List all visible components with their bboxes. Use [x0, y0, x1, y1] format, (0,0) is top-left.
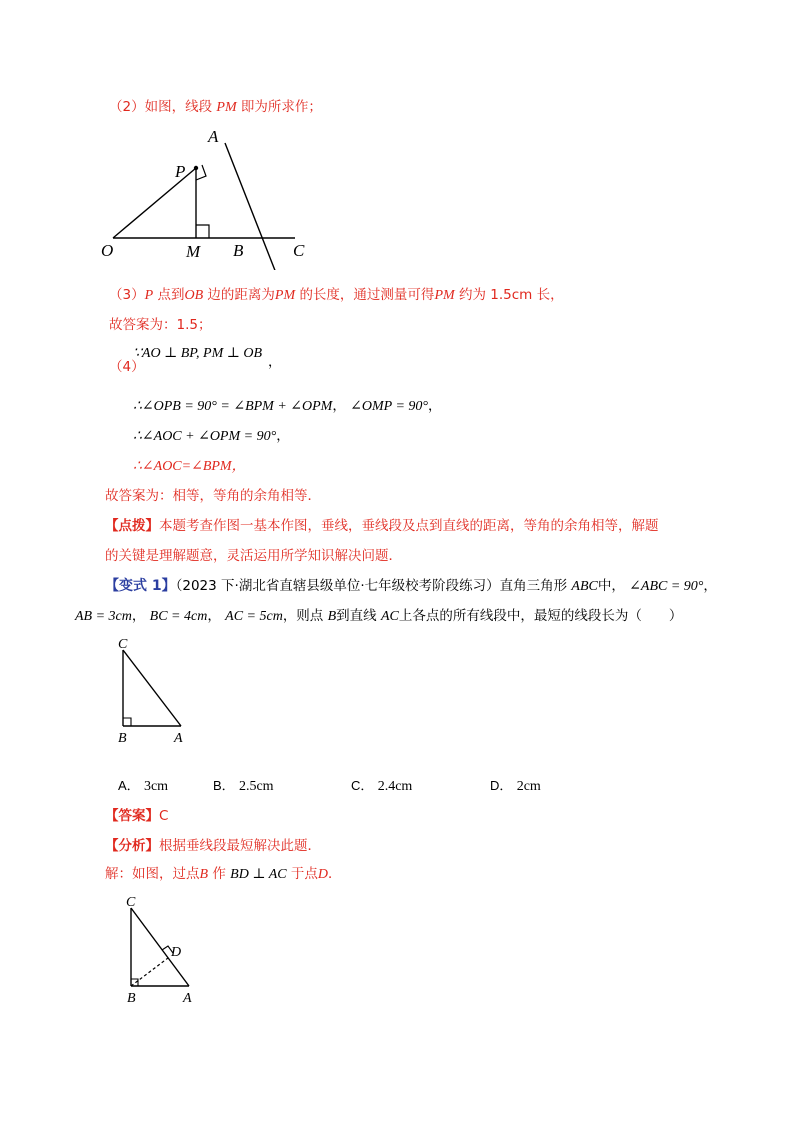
- angle-abc: ∠ABC = 90°: [629, 579, 704, 594]
- analysis-line: [105, 836, 321, 856]
- option-value: 3cm: [143, 779, 169, 794]
- variant-text: 上各点的所有线段中，最短的线段长为（ ）: [398, 608, 683, 624]
- answer-3: 故答案为：1.5；: [109, 317, 212, 333]
- fig1-label-a: A: [208, 127, 219, 146]
- answer-4: 故答案为：相等，等角的余角相等．: [105, 488, 321, 504]
- analysis-text: 根据垂线段最短解决此题．: [159, 838, 321, 854]
- statement-aoc-opm: ∴∠AOC + ∠OPM = 90°: [133, 429, 277, 444]
- separator: ，: [276, 428, 290, 444]
- figure-2: [110, 633, 220, 748]
- point-d: D: [317, 867, 329, 882]
- separator: ，: [207, 608, 221, 624]
- option-c[interactable]: [351, 776, 412, 797]
- point-p: P: [144, 288, 154, 303]
- perpendicular-bd: BD ⊥ AC: [230, 867, 287, 882]
- solution-text: 于点: [290, 866, 318, 882]
- separator: ，: [332, 398, 346, 414]
- figure-1: [95, 125, 325, 270]
- option-d[interactable]: [490, 776, 541, 797]
- part2-line: [109, 97, 322, 118]
- answer-tag: 【答案】: [105, 808, 159, 824]
- because-comma: ，: [268, 354, 282, 370]
- variant-text: 中，: [597, 578, 625, 594]
- figure-3: [117, 892, 227, 1012]
- separator: ，: [428, 398, 442, 414]
- part3-text-3: 的长度，通过测量可得: [299, 287, 435, 303]
- part2-num: （2）: [109, 99, 145, 115]
- therefore-line-1: [133, 396, 442, 417]
- option-b[interactable]: [213, 776, 274, 797]
- option-letter: A．: [118, 778, 140, 793]
- analysis-tag: 【分析】: [105, 838, 159, 854]
- option-value: 2.5cm: [238, 779, 274, 794]
- option-letter: B．: [213, 778, 235, 793]
- variant-text: ，则点: [282, 608, 324, 624]
- variant-text: 到直线: [336, 608, 377, 624]
- fig2-label-a: A: [174, 731, 183, 746]
- fig2-label-b: B: [118, 731, 127, 746]
- option-a[interactable]: [118, 776, 168, 797]
- fig3-label-c: C: [126, 895, 136, 910]
- tip-text-1: 本题考查作图一基本作图，垂线，垂线段及点到直线的距离，等角的余角相等，解题: [159, 518, 659, 534]
- point-b: B: [199, 867, 209, 882]
- tip-tag: 【点拨】: [105, 518, 159, 534]
- fig2-label-c: C: [118, 637, 128, 652]
- part3-text-2: 边的距离为: [207, 287, 275, 303]
- length-bc: BC = 4cm: [149, 609, 208, 624]
- separator: ，: [703, 578, 717, 594]
- part3-text-4: 约为 1.5cm 长，: [458, 287, 564, 303]
- part3-text-1: 点到: [157, 287, 185, 303]
- fig3-label-a: A: [183, 991, 192, 1006]
- segment-ob: OB: [184, 288, 204, 303]
- variant-line-2: [75, 606, 682, 627]
- statement-opb: ∴∠OPB = 90° = ∠BPM + ∠OPM: [133, 399, 333, 414]
- statement-aoc-bpm: ∴∠AOC=∠BPM，: [133, 459, 246, 474]
- solution-line: [105, 864, 342, 885]
- fig1-label-m: M: [186, 242, 201, 261]
- fig3-label-d: D: [171, 945, 182, 960]
- fig1-label-c: C: [293, 241, 305, 260]
- variant-source: （2023 下·湖北省直辖县级单位·七年级校考阶段练习）直角三角形: [175, 578, 568, 594]
- solution-text: 解：如图，过点: [105, 866, 200, 882]
- therefore-line-3: [133, 456, 246, 477]
- option-letter: C．: [351, 778, 374, 793]
- part2-text: 如图，线段: [144, 99, 213, 115]
- fig1-label-p: P: [175, 162, 186, 181]
- fig1-label-b: B: [233, 241, 244, 260]
- fig1-label-o: O: [101, 241, 114, 260]
- because-line: [133, 343, 262, 364]
- variant-tag: 【变式 1】: [105, 578, 176, 594]
- segment-pm: PM: [274, 288, 296, 303]
- segment-pm: PM: [434, 288, 455, 303]
- solution-text: ．: [328, 866, 342, 882]
- line-ac: AC: [380, 609, 399, 624]
- segment-pm: PM: [216, 100, 237, 115]
- tip-line-2: 的关键是理解题意，灵活运用所学知识解决问题．: [105, 548, 402, 564]
- tip-line-1: [105, 516, 659, 536]
- answer-value: C: [159, 808, 169, 824]
- option-value: 2cm: [516, 779, 541, 794]
- separator: ，: [131, 608, 146, 624]
- option-letter: D．: [490, 778, 513, 793]
- statement-omp: ∠OMP = 90°: [350, 399, 428, 414]
- variant-line-1: [105, 576, 717, 597]
- fig3-label-b: B: [127, 991, 136, 1006]
- part2-text-end: 即为所求作；: [240, 99, 322, 115]
- point-b: B: [327, 609, 337, 624]
- part3-num: （3）: [109, 287, 145, 303]
- part4-num: （4）: [109, 359, 145, 375]
- because-statement: ∵AO ⊥ BP, PM ⊥ OB: [133, 346, 263, 361]
- part3-line: [109, 285, 564, 306]
- length-ac: AC = 5cm: [225, 609, 283, 624]
- option-value: 2.4cm: [377, 779, 413, 794]
- solution-text: 作: [212, 866, 226, 882]
- therefore-line-2: [133, 426, 290, 447]
- length-ab: AB = 3cm: [75, 609, 132, 624]
- triangle-abc: ABC: [571, 579, 598, 594]
- answer-line: [105, 806, 168, 826]
